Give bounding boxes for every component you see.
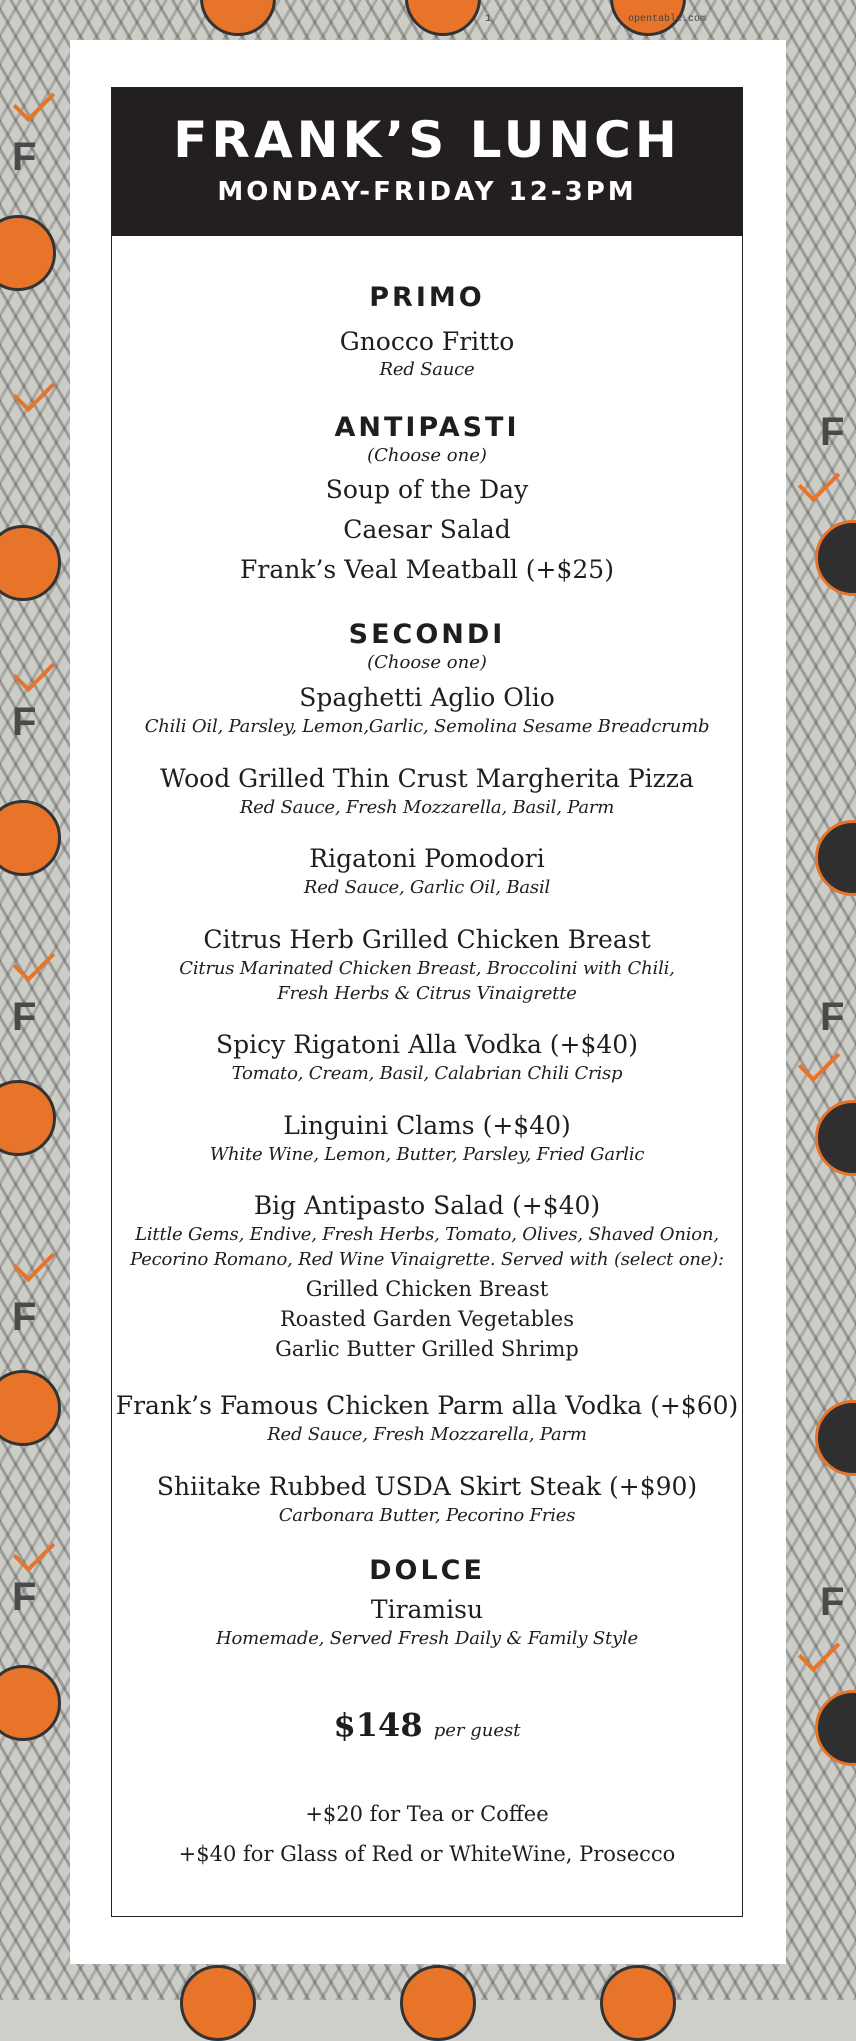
- section-heading-secondi: SECONDI: [348, 619, 506, 650]
- menu-item-name: Big Antipasto Salad (+$40): [253, 1191, 601, 1220]
- menu-item-name: Spaghetti Aglio Olio: [299, 683, 555, 712]
- menu-item-name: Frank’s Veal Meatball (+$25): [240, 555, 614, 584]
- menu-item-name: Shiitake Rubbed USDA Skirt Steak (+$90): [156, 1472, 698, 1501]
- menu-item-desc: Red Sauce, Fresh Mozzarella, Basil, Parm: [239, 797, 615, 818]
- page-title: FRANK’S LUNCH: [173, 111, 681, 169]
- price-line: [111, 1706, 743, 1744]
- letter-f-icon: F: [12, 135, 37, 179]
- menu-item-name: Soup of the Day: [325, 475, 529, 504]
- extra-item: +$20 for Tea or Coffee: [305, 1802, 549, 1826]
- section-note: (Choose one): [367, 652, 487, 673]
- menu-item-desc: Red Sauce, Fresh Mozzarella, Parm: [267, 1424, 587, 1445]
- menu-item-desc: Chili Oil, Parsley, Lemon,Garlic, Semolina Sesame Breadcrumb: [144, 716, 710, 737]
- page-number: 1: [485, 14, 492, 25]
- menu-item-option: Grilled Chicken Breast: [305, 1277, 549, 1301]
- menu-item-desc: Homemade, Served Fresh Daily & Family Style: [216, 1628, 638, 1649]
- menu-item-desc: Carbonara Butter, Pecorino Fries: [278, 1505, 576, 1526]
- menu-banner: [111, 87, 743, 236]
- menu-item-name: Spicy Rigatoni Alla Vodka (+$40): [216, 1030, 638, 1059]
- letter-f-icon: F: [12, 1295, 37, 1339]
- menu-item-name: Tiramisu: [370, 1595, 484, 1624]
- menu-item-desc: Pecorino Romano, Red Wine Vinaigrette. Served with (select one):: [130, 1249, 724, 1270]
- menu-item-desc: Tomato, Cream, Basil, Calabrian Chili Crisp: [231, 1063, 623, 1084]
- section-note: (Choose one): [367, 445, 487, 466]
- decorative-medallion-icon: [180, 1965, 256, 2041]
- menu-item-option: Roasted Garden Vegetables: [280, 1307, 574, 1331]
- letter-f-icon: F: [820, 410, 845, 454]
- letter-f-icon: F: [820, 1580, 845, 1624]
- section-heading-primo: PRIMO: [369, 282, 485, 313]
- extra-item: +$40 for Glass of Red or WhiteWine, Prosecco: [178, 1842, 676, 1866]
- decorative-medallion-icon: [400, 1965, 476, 2041]
- menu-item-desc: Little Gems, Endive, Fresh Herbs, Tomato, Olives, Shaved Onion,: [135, 1224, 719, 1245]
- letter-f-icon: F: [12, 995, 37, 1039]
- menu-item-desc: Red Sauce: [379, 359, 475, 380]
- decorative-medallion-icon: [600, 1965, 676, 2041]
- menu-item-name: Citrus Herb Grilled Chicken Breast: [203, 925, 651, 954]
- menu-item-option: Garlic Butter Grilled Shrimp: [275, 1337, 579, 1361]
- letter-f-icon: F: [12, 1575, 37, 1619]
- menu-item-name: Wood Grilled Thin Crust Margherita Pizza: [160, 764, 694, 793]
- page-subtitle: MONDAY-FRIDAY 12-3PM: [217, 177, 637, 207]
- menu-item-name: Gnocco Fritto: [339, 327, 515, 356]
- price-per-guest: per guest: [433, 1720, 521, 1741]
- letter-f-icon: F: [12, 700, 37, 744]
- menu-item-name: Frank’s Famous Chicken Parm alla Vodka (+$60): [115, 1391, 739, 1420]
- page-header-url: opentable.com: [627, 14, 706, 25]
- menu-item-name: Rigatoni Pomodori: [309, 844, 545, 873]
- section-heading-dolce: DOLCE: [369, 1555, 485, 1586]
- menu-item-desc: Fresh Herbs & Citrus Vinaigrette: [277, 983, 577, 1004]
- menu-item-desc: Citrus Marinated Chicken Breast, Broccolini with Chili,: [179, 958, 675, 979]
- section-heading-antipasti: ANTIPASTI: [334, 412, 520, 443]
- letter-f-icon: F: [820, 995, 845, 1039]
- price-value: $148: [333, 1706, 423, 1744]
- menu-item-desc: White Wine, Lemon, Butter, Parsley, Fried Garlic: [209, 1144, 645, 1165]
- menu-item-name: Caesar Salad: [343, 515, 511, 544]
- menu-item-desc: Red Sauce, Garlic Oil, Basil: [303, 877, 551, 898]
- menu-item-name: Linguini Clams (+$40): [283, 1111, 571, 1140]
